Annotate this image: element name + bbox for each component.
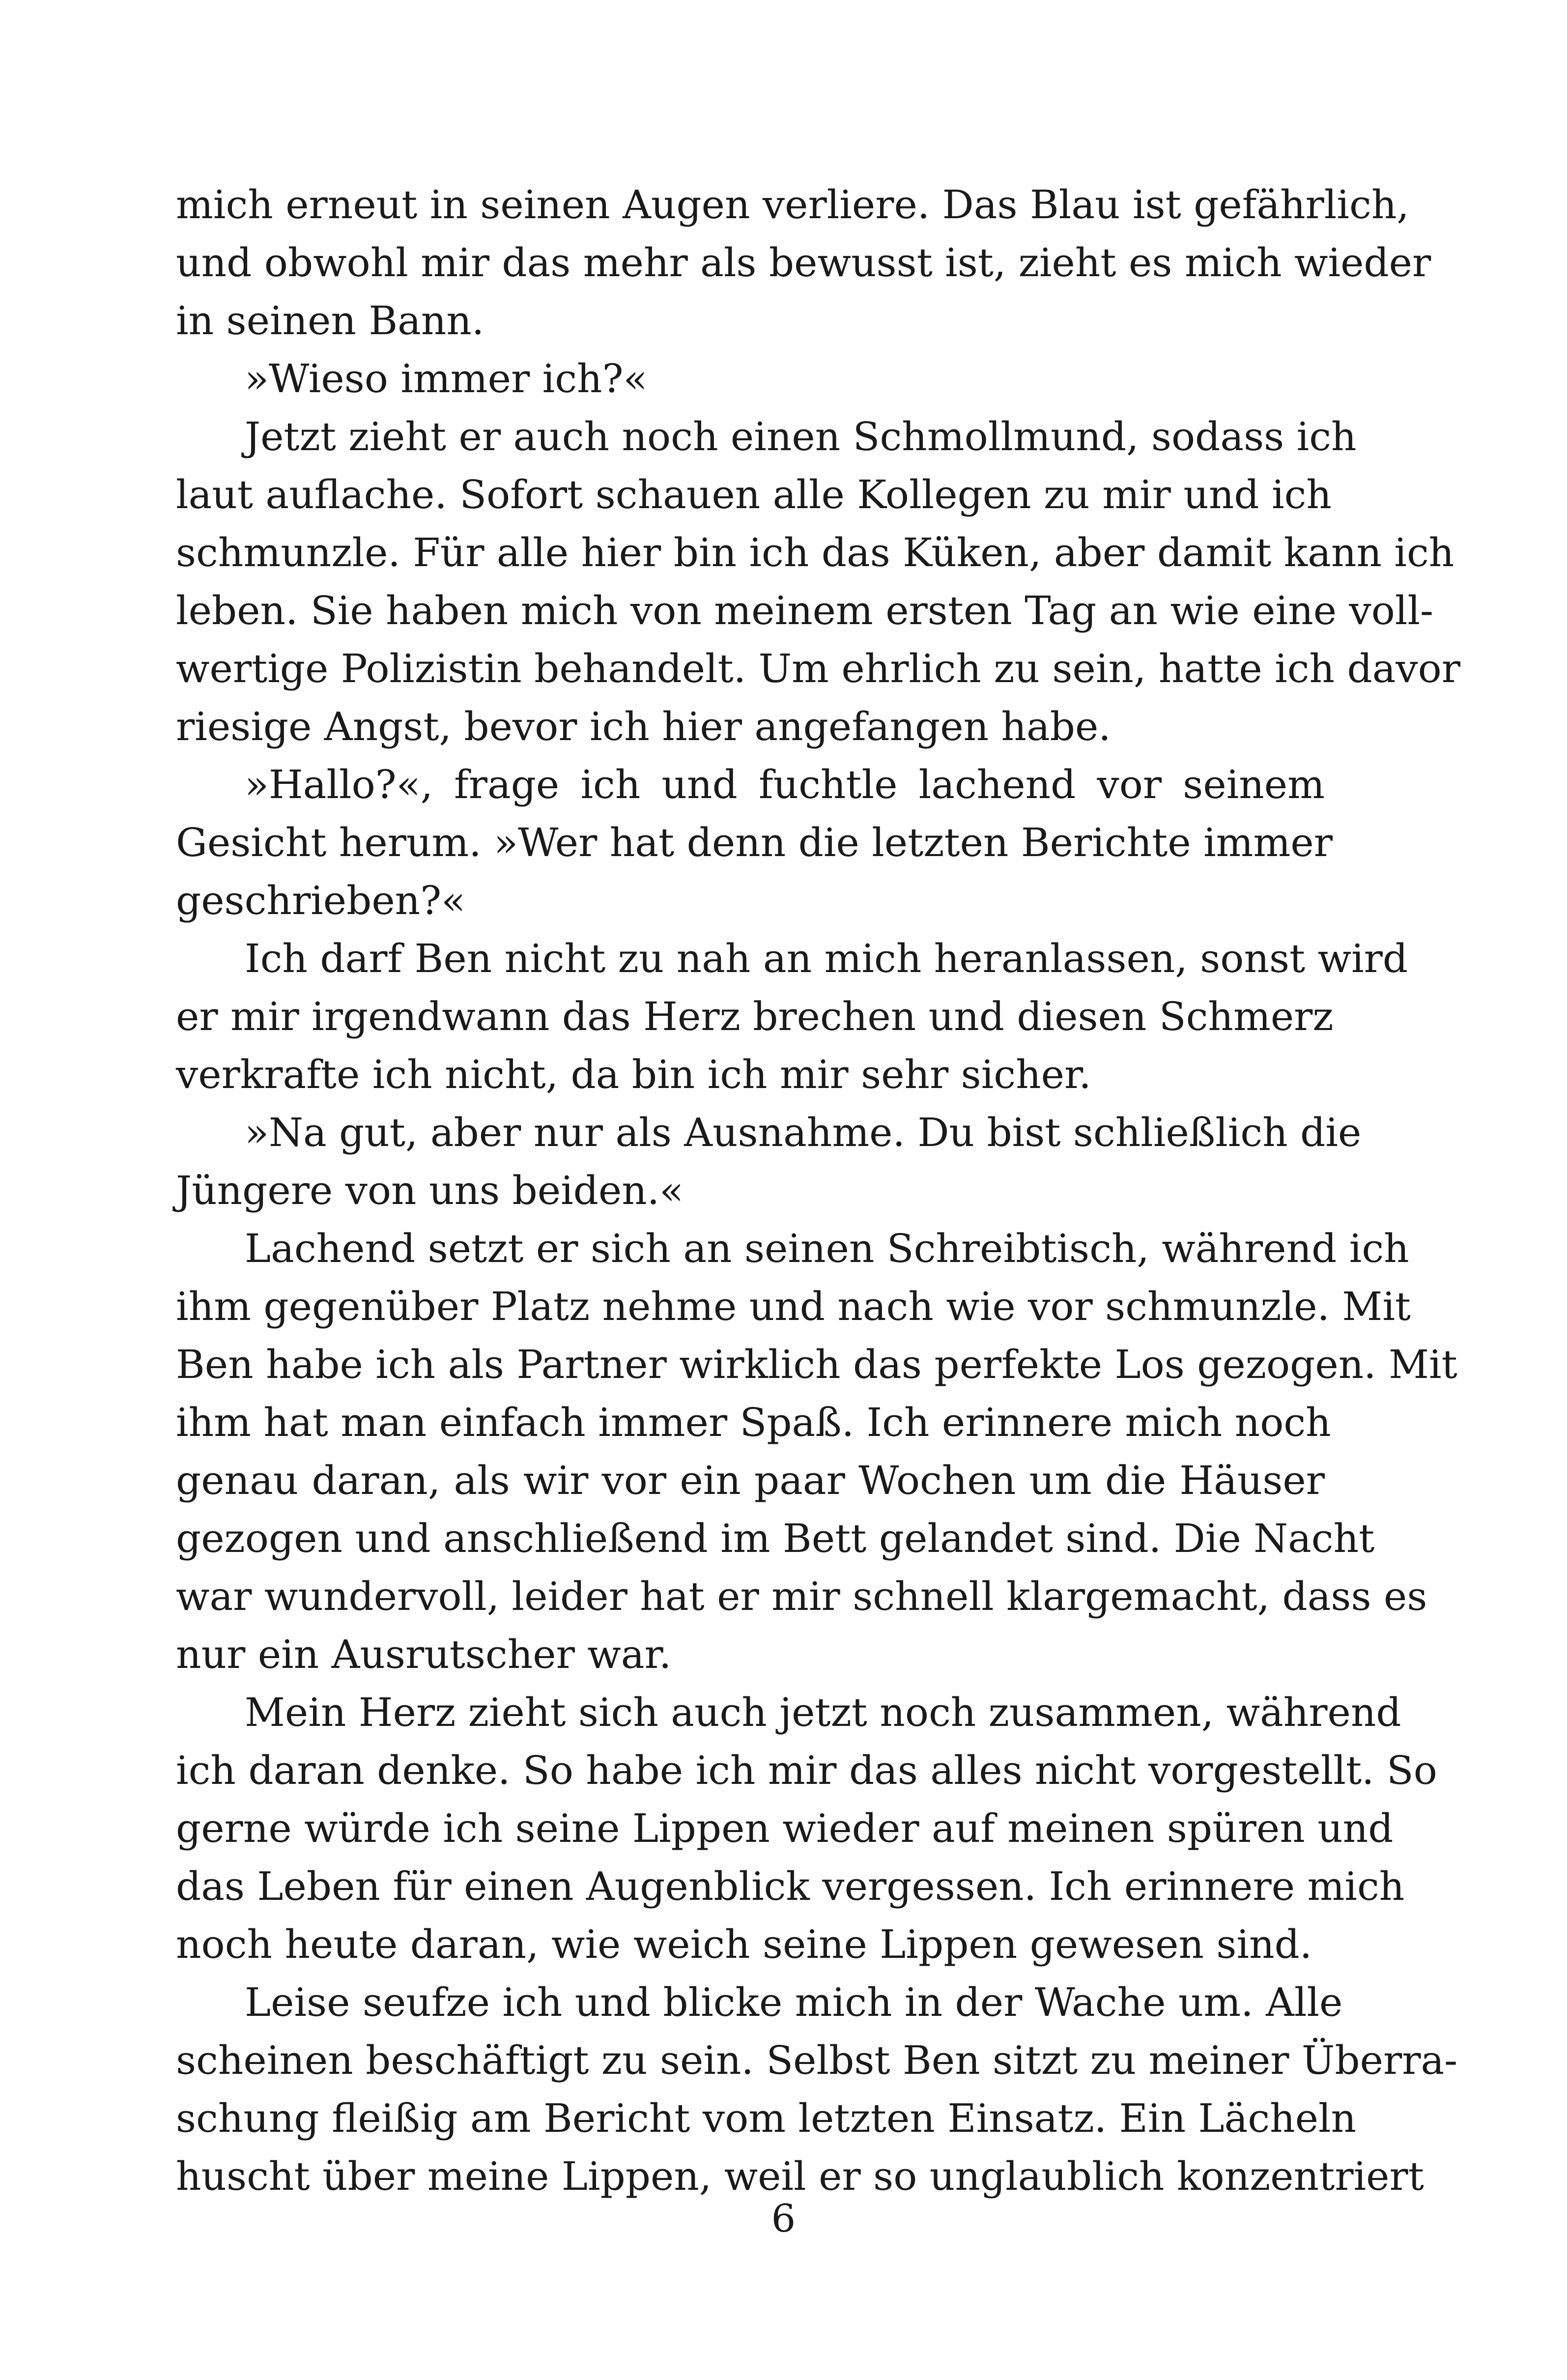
text-line: war wundervoll, leider hat er mir schnell klargemacht, dass es (176, 1574, 1427, 1619)
text-line: riesige Angst, bevor ich hier angefangen habe. (176, 704, 1111, 749)
text-line: huscht über meine Lippen, weil er so unglaublich konzentriert (176, 2153, 1424, 2199)
text-line: wertige Polizistin behandelt. Um ehrlich zu sein, hatte ich davor (176, 646, 1460, 691)
text-line: Gesicht herum. »Wer hat denn die letzten Berichte immer (176, 820, 1333, 865)
text-line: gezogen und anschließend im Bett gelandet sind. Die Nacht (176, 1516, 1375, 1561)
text-line: Jetzt zieht er auch noch einen Schmollmund, sodass ich (245, 414, 1357, 459)
page-number: 6 (771, 2197, 796, 2241)
text-line: geschrieben?« (176, 878, 466, 923)
text-line: ich daran denke. So habe ich mir das alles nicht vorgestellt. So (176, 1748, 1437, 1793)
text-line: Jüngere von uns beiden.« (176, 1168, 684, 1213)
text-line: nur ein Ausrutscher war. (176, 1632, 672, 1677)
text-line: »Na gut, aber nur als Ausnahme. Du bist schließlich die (245, 1110, 1362, 1155)
text-line: ihm gegenüber Platz nehme und nach wie vor schmunzle. Mit (176, 1284, 1411, 1329)
text-line: noch heute daran, wie weich seine Lippen gewesen sind. (176, 1921, 1312, 1967)
text-line: laut auflache. Sofort schauen alle Kollegen zu mir und ich (176, 472, 1332, 517)
text-line: er mir irgendwann das Herz brechen und diesen Schmerz (176, 994, 1334, 1039)
text-line: Mein Herz zieht sich auch jetzt noch zusammen, während (245, 1690, 1401, 1735)
text-line: Ben habe ich als Partner wirklich das perfekte Los gezogen. Mit (176, 1342, 1457, 1387)
text-line: Leise seufze ich und blicke mich in der Wache um. Alle (245, 1979, 1343, 2025)
text-line: verkrafte ich nicht, da bin ich mir sehr sicher. (176, 1052, 1091, 1097)
text-line: schmunzle. Für alle hier bin ich das Küken, aber damit kann ich (176, 530, 1454, 575)
text-line: in seinen Bann. (176, 298, 484, 344)
text-line: »Wieso immer ich?« (245, 356, 648, 401)
text-line: gerne würde ich seine Lippen wieder auf meinen spüren und (176, 1806, 1394, 1851)
text-line: genau daran, als wir vor ein paar Wochen um die Häuser (176, 1458, 1325, 1503)
text-line: Lachend setzt er sich an seinen Schreibtisch, während ich (245, 1226, 1409, 1271)
text-line: das Leben für einen Augenblick vergessen. Ich erinnere mich (176, 1864, 1405, 1909)
text-line: scheinen beschäftigt zu sein. Selbst Ben sitzt zu meiner Überra- (176, 2037, 1458, 2083)
text-line: leben. Sie haben mich von meinem ersten Tag an wie eine voll- (176, 588, 1434, 633)
text-line: Ich darf Ben nicht zu nah an mich heranlassen, sonst wird (245, 936, 1408, 981)
text-line: ihm hat man einfach immer Spaß. Ich erinnere mich noch (176, 1400, 1331, 1445)
text-line: mich erneut in seinen Augen verliere. Das Blau ist gefährlich, (176, 182, 1409, 228)
text-line: schung fleißig am Bericht vom letzten Einsatz. Ein Lächeln (176, 2095, 1357, 2141)
text-line: »Hallo?«, frage ich und fuchtle lachend vor seinem (245, 762, 1325, 807)
text-line: und obwohl mir das mehr als bewusst ist, zieht es mich wieder (176, 240, 1431, 286)
